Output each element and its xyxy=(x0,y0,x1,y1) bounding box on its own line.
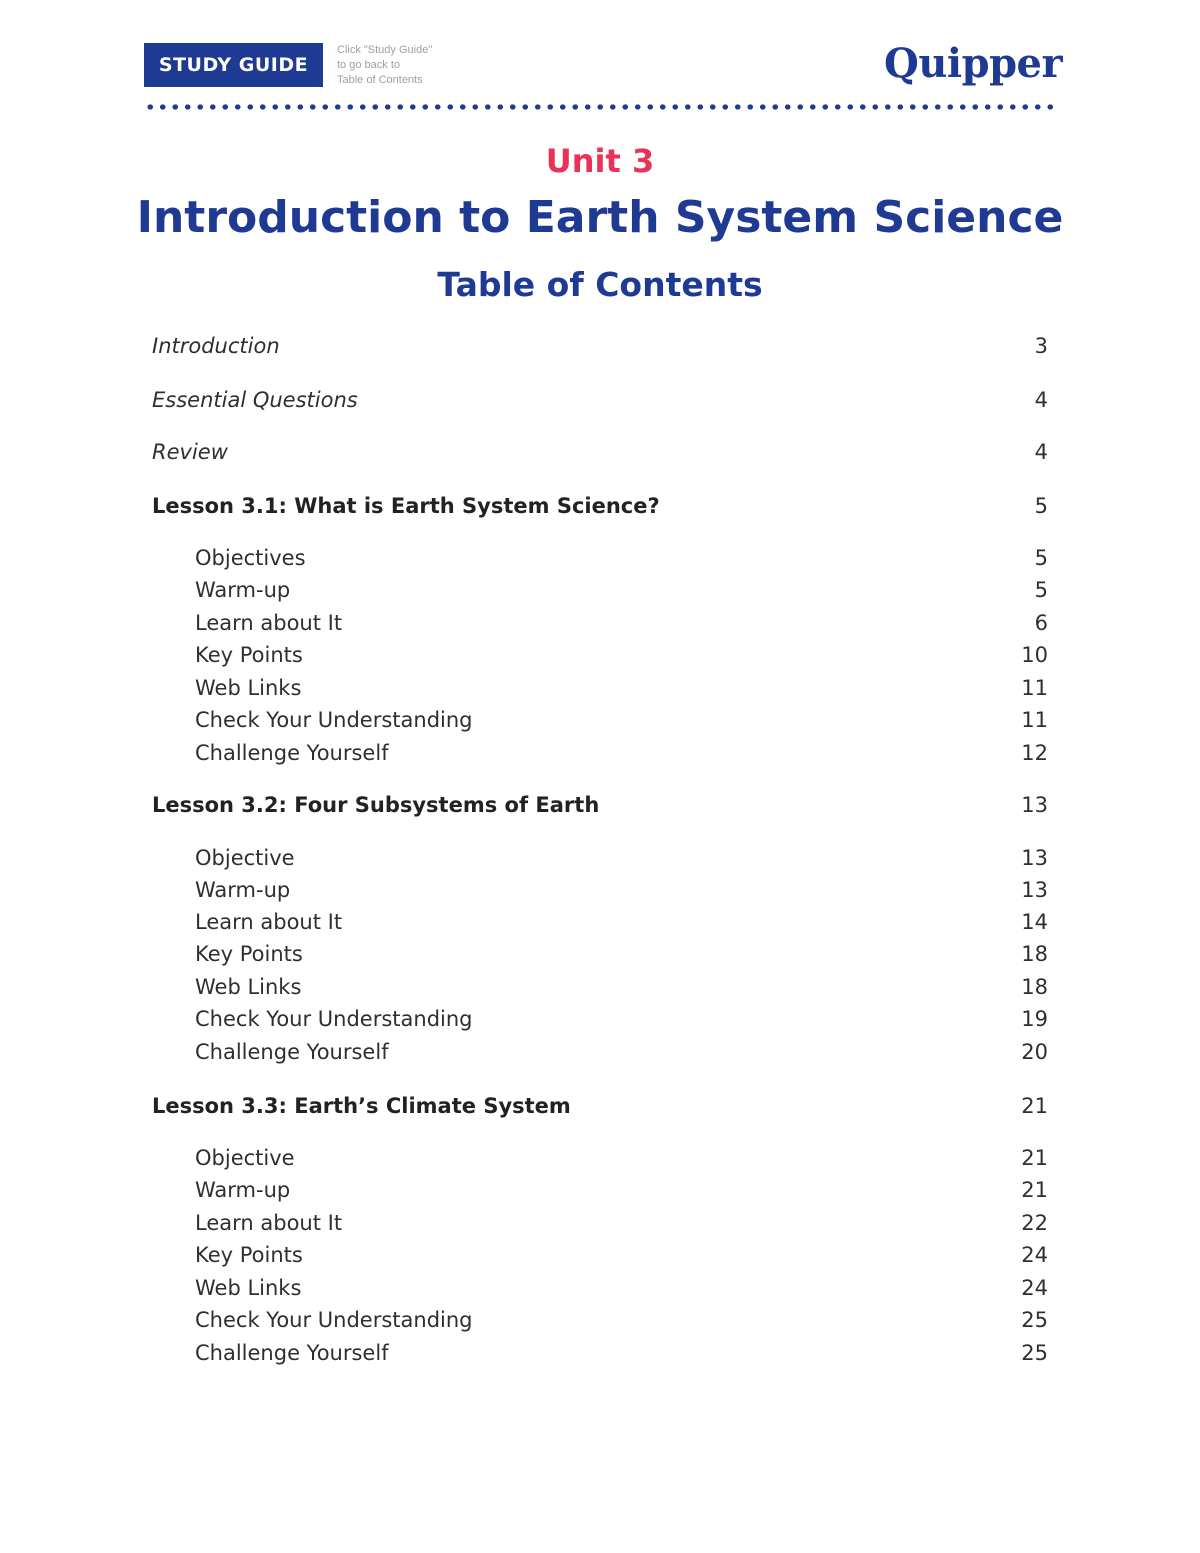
toc-entry-label: Check Your Understanding xyxy=(195,708,473,732)
toc-entry[interactable] xyxy=(195,874,1048,906)
toc-page-number: 4 xyxy=(1034,440,1048,464)
toc-page-number: 21 xyxy=(1021,1146,1048,1170)
toc-lesson-entry[interactable] xyxy=(152,490,1048,522)
toc-entry-label: Learn about It xyxy=(195,1211,343,1235)
toc-entry-label: Web Links xyxy=(195,975,302,999)
toc-entry[interactable] xyxy=(195,574,1048,606)
toc-entry[interactable] xyxy=(195,1337,1048,1369)
toc-page-number: 11 xyxy=(1021,676,1048,700)
toc-entry[interactable] xyxy=(195,1272,1048,1304)
toc-page-number: 14 xyxy=(1021,910,1048,934)
toc-entry-label: Introduction xyxy=(152,334,280,358)
toc-page-number: 10 xyxy=(1021,643,1048,667)
toc-entry-label: Check Your Understanding xyxy=(195,1007,473,1031)
toc-entry-label: Learn about It xyxy=(195,910,343,934)
toc-entry-label: Objective xyxy=(195,846,295,870)
toc-entry-label: Lesson 3.1: What is Earth System Science? xyxy=(152,494,660,518)
toc-entry-label: Challenge Yourself xyxy=(195,1040,389,1064)
toc-entry[interactable] xyxy=(195,1142,1048,1174)
page-title: Introduction to Earth System Science xyxy=(136,192,1064,243)
toc-entry[interactable] xyxy=(152,436,1048,468)
toc-page-number: 20 xyxy=(1021,1040,1048,1064)
toc-entry[interactable] xyxy=(195,737,1048,769)
toc-page-number: 22 xyxy=(1021,1211,1048,1235)
toc-lesson-entry[interactable] xyxy=(152,1090,1048,1122)
toc-entry[interactable] xyxy=(195,672,1048,704)
study-guide-button[interactable]: STUDY GUIDE xyxy=(144,43,323,87)
toc-entry[interactable] xyxy=(195,906,1048,938)
toc-entry-label: Objectives xyxy=(195,546,306,570)
toc-entry-label: Key Points xyxy=(195,643,303,667)
toc-entry[interactable] xyxy=(195,971,1048,1003)
toc-page-number: 18 xyxy=(1021,975,1048,999)
toc-page-number: 25 xyxy=(1021,1341,1048,1365)
toc-entry-label: Challenge Yourself xyxy=(195,741,389,765)
quipper-logo: Quipper xyxy=(884,40,1063,87)
toc-page-number: 13 xyxy=(1021,878,1048,902)
toc-entry[interactable] xyxy=(195,1239,1048,1271)
toc-entry[interactable] xyxy=(195,607,1048,639)
toc-page-number: 5 xyxy=(1034,546,1048,570)
toc-page-number: 6 xyxy=(1034,611,1048,635)
toc-lesson-entry[interactable] xyxy=(152,789,1048,821)
toc-entry-label: Warm-up xyxy=(195,578,291,602)
toc-page-number: 4 xyxy=(1034,388,1048,412)
toc-entry-label: Challenge Yourself xyxy=(195,1341,389,1365)
toc-entry[interactable] xyxy=(195,1174,1048,1206)
toc-page-number: 11 xyxy=(1021,708,1048,732)
toc-entry[interactable] xyxy=(152,384,1048,416)
toc-entry-label: Warm-up xyxy=(195,878,291,902)
toc-entry-label: Lesson 3.2: Four Subsystems of Earth xyxy=(152,793,600,817)
toc-entry[interactable] xyxy=(195,1036,1048,1068)
toc-entry[interactable] xyxy=(195,938,1048,970)
toc-entry-label: Lesson 3.3: Earth’s Climate System xyxy=(152,1094,571,1118)
toc-entry-label: Check Your Understanding xyxy=(195,1308,473,1332)
toc-entry-label: Warm-up xyxy=(195,1178,291,1202)
toc-entry-label: Objective xyxy=(195,1146,295,1170)
toc-page-number: 19 xyxy=(1021,1007,1048,1031)
toc-page-number: 24 xyxy=(1021,1243,1048,1267)
toc-entry-label: Web Links xyxy=(195,1276,302,1300)
toc-entry-label: Review xyxy=(152,440,228,464)
toc-entry-label: Key Points xyxy=(195,942,303,966)
hint-line: Click "Study Guide" xyxy=(337,44,433,56)
toc-entry[interactable] xyxy=(152,330,1048,362)
toc-entry[interactable] xyxy=(195,639,1048,671)
toc-page-number: 13 xyxy=(1021,846,1048,870)
toc-page-number: 13 xyxy=(1021,793,1048,817)
toc-entry-label: Key Points xyxy=(195,1243,303,1267)
toc-page-number: 12 xyxy=(1021,741,1048,765)
toc-entry-label: Web Links xyxy=(195,676,302,700)
toc-entry[interactable] xyxy=(195,542,1048,574)
toc-entry[interactable] xyxy=(195,1207,1048,1239)
toc-entry-label: Essential Questions xyxy=(152,388,358,412)
toc-entry-label: Learn about It xyxy=(195,611,343,635)
toc-entry[interactable] xyxy=(195,1304,1048,1336)
hint-line: to go back to xyxy=(337,59,400,71)
toc-entry[interactable] xyxy=(195,1003,1048,1035)
toc-page-number: 3 xyxy=(1034,334,1048,358)
toc-page-number: 5 xyxy=(1034,578,1048,602)
toc-page-number: 25 xyxy=(1021,1308,1048,1332)
toc-page-number: 18 xyxy=(1021,942,1048,966)
unit-label: Unit 3 xyxy=(545,142,655,180)
toc-entry[interactable] xyxy=(195,704,1048,736)
toc-page-number: 24 xyxy=(1021,1276,1048,1300)
toc-heading: Table of Contents xyxy=(437,265,763,304)
toc-page-number: 21 xyxy=(1021,1094,1048,1118)
toc-page-number: 5 xyxy=(1034,494,1048,518)
toc-page-number: 21 xyxy=(1021,1178,1048,1202)
toc-entry[interactable] xyxy=(195,842,1048,874)
hint-line: Table of Contents xyxy=(337,74,423,86)
